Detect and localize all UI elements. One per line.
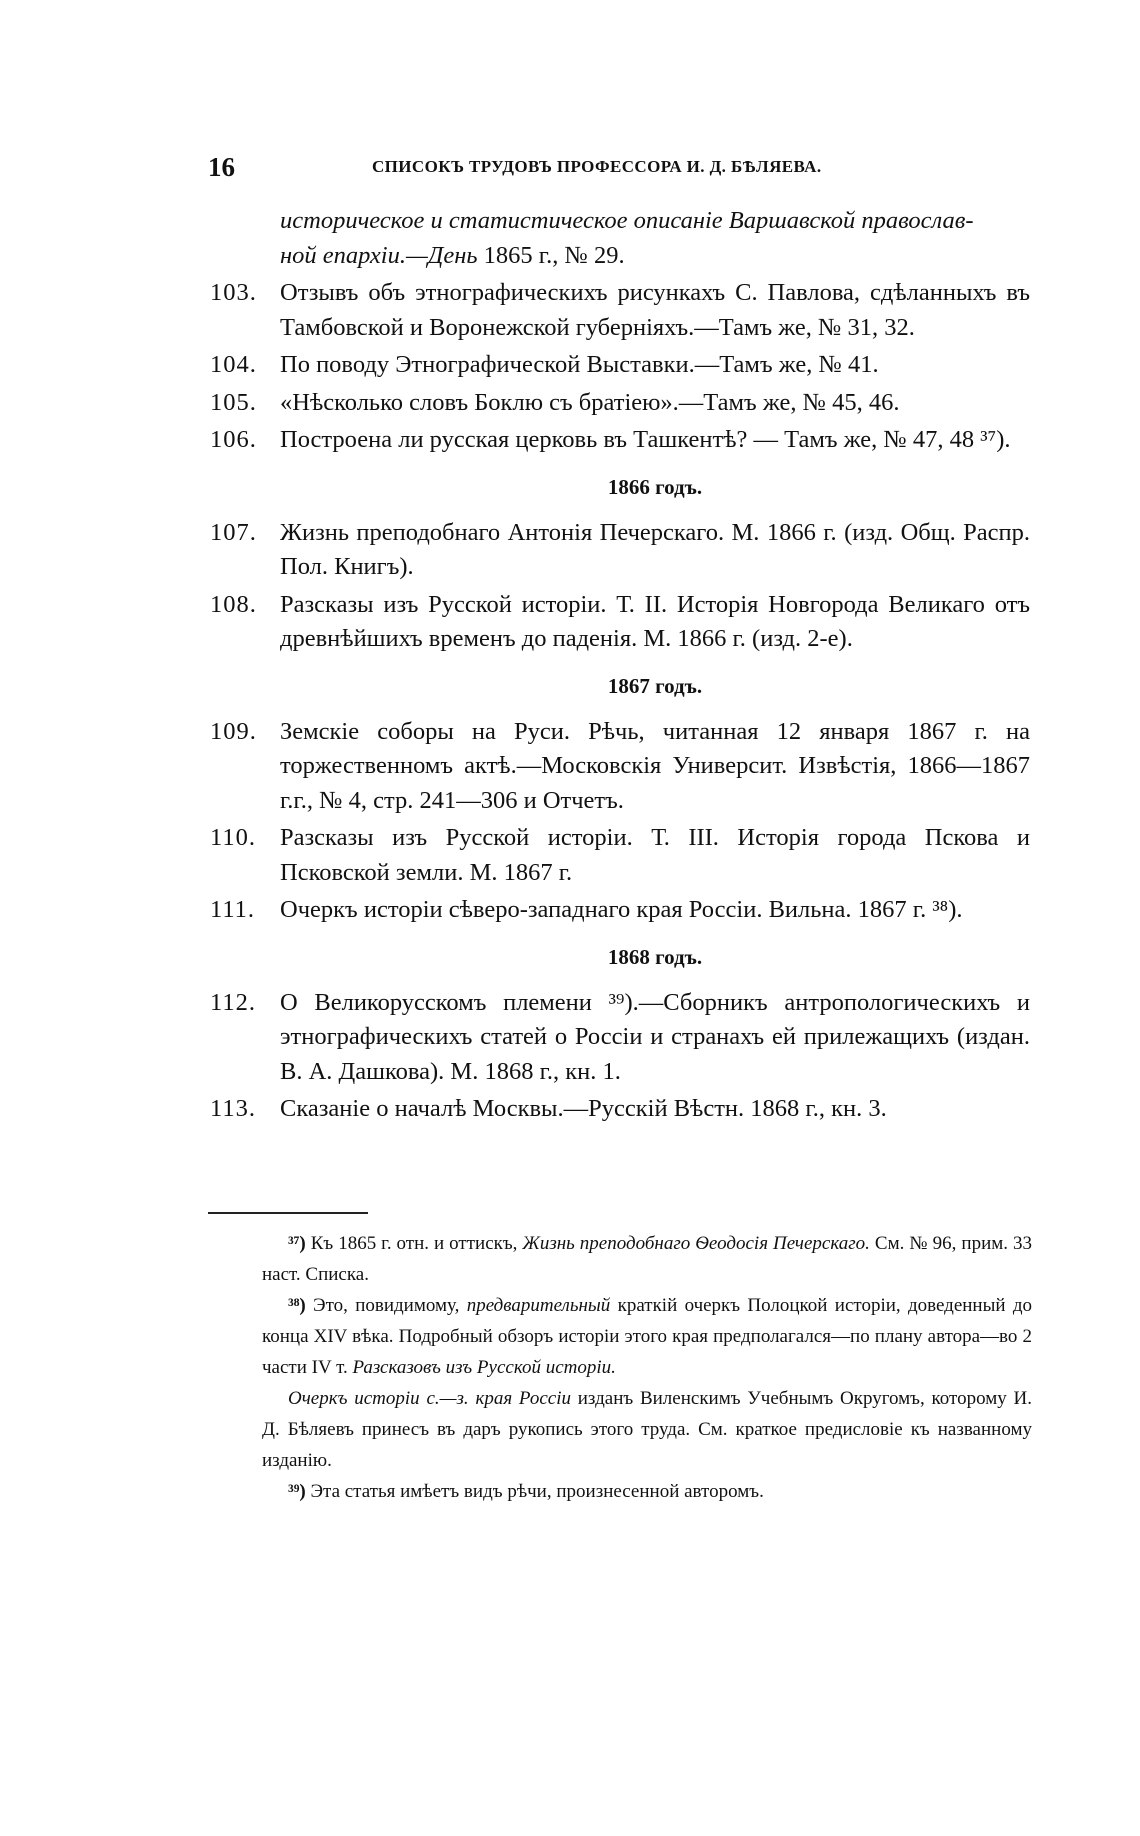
main-text bbox=[200, 204, 1030, 1127]
bibliography-entry bbox=[200, 1092, 1030, 1127]
bibliography-entry bbox=[200, 423, 1030, 458]
footnotes bbox=[262, 1228, 1032, 1507]
year-heading-1868: 1868 годъ. bbox=[607, 944, 703, 969]
page-number: 16 bbox=[208, 152, 235, 182]
entry-text: Жизнь преподобнаго Антонія Печерскаго. М. 1866 г. (изд. Общ. Распр. Пол. Книгъ). bbox=[280, 518, 1030, 580]
footnote-37: ³⁷) Къ 1865 г. отн. и оттискъ, Жизнь преподобнаго Ѳеодосія Печерскаго. См. № 96, прим. 33 наст. Списка. bbox=[262, 1233, 1032, 1285]
footnote-mark: ³⁹) bbox=[288, 1481, 306, 1502]
continued-entry bbox=[200, 204, 1030, 273]
entry-text: Построена ли русская церковь въ Ташкентѣ? — Тамъ же, № 47, 48 ³⁷). bbox=[280, 426, 1011, 453]
entry-text: По поводу Этнографической Выставки.—Тамъ же, № 41. bbox=[280, 351, 879, 378]
bibliography-entry bbox=[200, 893, 1030, 928]
continued-line-2-italic: ной епархіи.—День bbox=[280, 241, 478, 269]
entry-text: Отзывъ объ этнографическихъ рисункахъ С. Павлова, сдѣланныхъ въ Тамбовской и Воронежской губерніяхъ.—Тамъ же, № 31, 32. bbox=[280, 279, 1030, 341]
bibliography-entry bbox=[200, 821, 1030, 890]
bibliography-entry bbox=[200, 276, 1030, 345]
bibliography-entry bbox=[200, 516, 1030, 585]
year-heading-1867: 1867 годъ. bbox=[607, 673, 703, 698]
entry-number: 107. bbox=[210, 518, 257, 546]
footnote-39: ³⁹) Эта статья имѣетъ видъ рѣчи, произнесенной авторомъ. bbox=[288, 1481, 764, 1502]
entry-number: 108. bbox=[210, 590, 257, 618]
entry-number: 112. bbox=[210, 988, 256, 1016]
entry-number: 110. bbox=[210, 824, 256, 851]
entry-text: Разсказы изъ Русской исторіи. Т. III. Исторія города Пскова и Псковской земли. М. 1867 г. bbox=[280, 824, 1030, 886]
entry-number: 106. bbox=[210, 426, 257, 453]
bibliography-entry bbox=[200, 386, 1030, 421]
continued-line-1: историческое и статистическое описаніе Варшавской православ- bbox=[280, 207, 974, 234]
year-heading-1866: 1866 годъ. bbox=[607, 474, 703, 499]
footnote-divider bbox=[208, 1212, 368, 1214]
continued-line-2-rest: 1865 г., № 29. bbox=[477, 241, 625, 269]
entry-number: 111. bbox=[210, 896, 256, 923]
entry-number: 104. bbox=[210, 351, 257, 378]
entry-text: Земскіе соборы на Руси. Рѣчь, читанная 12 января 1867 г. на торжественномъ актѣ.—Московскія Университ. Извѣстія, 1866—1867 г.г., № 4, стр. 241—306 и Отчетъ. bbox=[280, 717, 1030, 814]
bibliography-entry bbox=[200, 715, 1030, 819]
bibliography-entry bbox=[200, 588, 1030, 657]
entry-text: Сказаніе о началѣ Москвы.—Русскій Вѣстн. 1868 г., кн. 3. bbox=[280, 1095, 887, 1122]
entry-number: 103. bbox=[210, 279, 257, 306]
bibliography-entry bbox=[200, 986, 1030, 1090]
entry-number: 109. bbox=[210, 717, 257, 745]
bibliography-entry bbox=[200, 348, 1030, 383]
entry-text: О Великорусскомъ племени ³⁹).—Сборникъ антропологическихъ и этнографическихъ статей о Россіи и странахъ ей прилежащихъ (издан. В. А. Дашкова). М. 1868 г., кн. 1. bbox=[280, 988, 1030, 1085]
entry-text: «Нѣсколько словъ Боклю съ братіею».—Тамъ же, № 45, 46. bbox=[280, 388, 900, 416]
entry-text: Очеркъ исторіи сѣверо-западнаго края Россіи. Вильна. 1867 г. ³⁸). bbox=[280, 896, 963, 923]
running-head: СПИСОКЪ ТРУДОВЪ ПРОФЕССОРА И. Д. БѢЛЯЕВА. bbox=[372, 157, 822, 176]
entry-number: 105. bbox=[210, 388, 257, 416]
footnote-38-paragraph-2: Очеркъ исторіи с.—з. края Россіи изданъ Виленскимъ Учебнымъ Округомъ, которому И. Д. Бѣляевъ принесъ въ даръ рукопись этого труда. См. краткое предисловіе къ названному изданію. bbox=[262, 1388, 1032, 1471]
footnote-38: ³⁸) Это, повидимому, предварительный краткій очеркъ Полоцкой исторіи, доведенный до конца XIV вѣка. Подробный обзоръ исторіи этого края предполагался—по плану автора—во 2 части IV т. Разсказовъ изъ Русской исторіи. bbox=[262, 1295, 1032, 1378]
footnote-mark: ³⁷) bbox=[288, 1233, 306, 1254]
footnote-mark: ³⁸) bbox=[288, 1295, 306, 1316]
entry-text: Разсказы изъ Русской исторіи. Т. II. Исторія Новгорода Великаго отъ древнѣйшихъ временъ до паденія. М. 1866 г. (изд. 2-е). bbox=[280, 590, 1030, 652]
page-header bbox=[200, 152, 1020, 192]
entry-number: 113. bbox=[210, 1095, 256, 1122]
